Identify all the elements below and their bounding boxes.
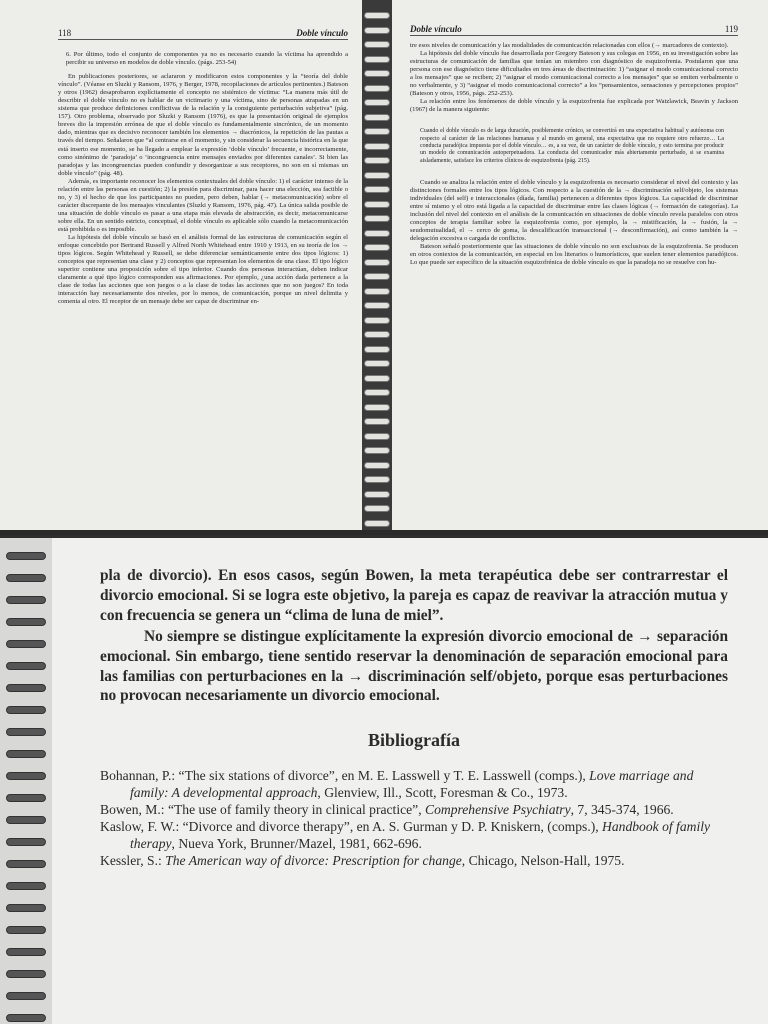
reference-details: , Chicago, Nelson-Hall, 1975. [461,853,625,869]
spiral-coil [364,186,390,193]
right-page [392,0,768,530]
reference-authors: Kaslow, F. W.: “Divorce and divorce therapy”, en A. S. Gurman y D. P. Kniskern, (comps.), [100,819,603,835]
spiral-coil [364,389,390,396]
spiral-coil [6,728,46,736]
numbered-item-6 [58,51,348,67]
spiral-coil [6,904,46,912]
spiral-coil [364,215,390,222]
reference-title: Love marriage and family: A developmental approach [130,768,694,801]
right-paragraph: Cuando se analiza la relación entre el doble vínculo y la esquizofrenia es necesario considerar el nivel del contexto y las distinciones formales entre los tipos lógicos. Con respecto a la cuestión de la → discriminación self/objeto, los sistemas individuales (del self) e interaccionales (díada, familia) pertenecen a diferentes tipos lógicos. La capacidad de discriminar entre sí mismo y el otro está ligada a la capacidad de discriminar entre las clases lógicas (→ formación de categorías). La inclusión del nivel del contexto en el análisis de la comunicación en situaciones de doble vínculo revela paralelos con otros conceptos de terapia familiar sobre la esquizofrenia como, por ejemplo, la → mistificación, la → fusión, la → seudomutualidad, el → cerco de goma, la descalificación transaccional (→ desconfirmación), así como también la → delegación excesiva o cargada de conflictos. [410,178,738,243]
spiral-coil [6,618,46,626]
spiral-coil [6,838,46,846]
spiral-coil [6,926,46,934]
spiral-coil [6,992,46,1000]
right-paragraph: La relación entre los fenómenos de doble vínculo y la esquizofrenia fue explicada por Watzlawick, Beavin y Jackson (1967) de la manera siguiente: [410,98,738,114]
spiral-coil [6,640,46,648]
spiral-coil [6,552,46,560]
spiral-coil [364,462,390,469]
reference-authors: Kessler, S.: [100,853,166,869]
spiral-coil [6,794,46,802]
spiral-coil [364,360,390,367]
spiral-coil [364,157,390,164]
running-title-right: Doble vínculo [410,24,462,34]
spiral-coil [364,491,390,498]
bibliography-entry [100,852,728,869]
right-page-header [410,24,738,36]
spiral-coil [364,418,390,425]
spiral-coil [364,288,390,295]
spiral-coil [364,143,390,150]
bibliography-list [100,767,728,869]
bottom-page-photo [0,538,768,1024]
reference-title: Handbook of family therapy [130,819,711,852]
reference-authors: Bowen, M.: “The use of family theory in clinical practice”, [100,802,426,818]
spiral-coil [6,882,46,890]
spiral-coil [6,596,46,604]
spiral-coil [6,574,46,582]
spiral-coil [364,128,390,135]
spiral-coil [364,404,390,411]
spiral-coil [6,772,46,780]
right-page-body-top [410,42,738,114]
right-page-body-bottom [410,179,738,268]
spiral-coil [364,201,390,208]
spiral-coil [6,684,46,692]
right-paragraph: Bateson señaló posteriormente que las situaciones de doble vínculo no son exclusivas de la esquizofrenia. Se producen en otros contextos de la comunicación, en especial en los literarios o humorísticos, que suelen tener elementos paradójicos. Lo que puede ser específico de la situación esquizofrénica de doble vínculo es que la paradoja no se resuelve con hu- [410,243,738,267]
reference-authors: Bohannan, P.: “The six stations of divorce”, en M. E. Lasswell y T. E. Lasswell (comps.), [100,768,590,784]
left-page-header [58,28,348,40]
spiral-coil [6,948,46,956]
bibliography-entry [100,801,728,818]
reference-title: The American way of divorce: Prescription for change [165,853,462,869]
left-paragraph: La hipótesis del doble vínculo se basó en el análisis formal de las estructuras de comunicación según el enfoque concebido por Bertrand Russell y Alfred North Whitehead entre 1910 y 1913, en su teoría de los → tipos lógicos. Según Whitehead y Russell, se debe diferenciar semánticamente entre dos tipos lógicos: 1) conceptos que representan una clase y 2) conceptos que representan los elementos de una clase. El tipo lógico superior contiene una proposición sobre el tipo inferior. Cuando dos personas interactúan, deben indicar claramente a qué tipo lógico corresponden sus afirmaciones. Por ejemplo, ¿una acción dada pertenece a la clase de todas las acciones que son juegos o a la clase de todas las acciones que no son juegos? En toda interacción hay necesariamente dos niveles, por lo menos, de comunicación, porque un nivel delimita y comenta al otro. El receptor de un mensaje debe ser capaz de discriminar en- [58,234,348,306]
spiral-coil [364,317,390,324]
spiral-coil [364,259,390,266]
spiral-coil [364,244,390,251]
left-page [0,0,362,530]
spiral-binding-left [0,538,52,1024]
spiral-coil [6,750,46,758]
spiral-coil [364,433,390,440]
spiral-coil [364,41,390,48]
spiral-coil [364,447,390,454]
reference-details: , Glenview, Ill., Scott, Foresman & Co., 1973. [317,785,568,801]
item6-text: 6. Por último, todo el conjunto de componentes ya no es necesario cuando la víctima ha aprendido a percibir su universo en modelos de doble vínculo. (págs. 253-54) [66,51,348,67]
spiral-coil [364,230,390,237]
spiral-coil [364,520,390,527]
bottom-paragraph-1: pla de divorcio). En esos casos, según Bowen, la meta terapéutica debe ser contrarrestar el divorcio emocional. Si se logra este objetivo, la pareja es capaz de reavivar la atracción mutua y con frecuencia se genera un “clima de luna de miel”. [100,567,728,624]
running-title-left: Doble vínculo [296,28,348,38]
bibliography-heading: Bibliografía [367,730,460,751]
bibliography-entry [100,767,728,801]
quote-text: Cuando el doble vínculo es de larga duración, posiblemente crónico, se convertirá en una expectativa habitual y autónoma con respecto al carácter de las relaciones humanas y al mundo en general, una expectativa que no requiere otro refuerzo… La conducta paradójica impuesta por el doble vínculo… es, a su vez, de un carácter de doble vínculo, y esto termina por producir un modelo de comunicación autoperpetuadora. La conducta del comunicador más abiertamente perturbado, si se examina aisladamente, satisface los criterios clínicos de esquizofrenia (pág. 215). [420,128,724,164]
left-paragraph: Además, es importante reconocer los elementos contextuales del doble vínculo: 1) el carácter intenso de la relación entre las personas en cuestión; 2) la presión para discriminar, para hacer una elección, sea factible o no, y 3) el hecho de que los participantes no pueden, pero deben, hablar (→ metacomunicación) sobre el carácter discrepante de los mensajes vinculantes (Sluzki y Ransom, 1976, pág. 47). La única salida posible de una situación de doble vínculo es pasar a una etapa más elevada de abstracción, es decir, metacomunicarse sobre ella. En un sentido estricto, conceptual, el doble vínculo es aplicable sólo cuando la metacomunicación está prohibida o es imposible. [58,177,348,233]
bottom-paragraph-2: No siempre se distingue explícitamente la expresión divorcio emocional de → separación emocional. Sin embargo, tiene sentido reservar la denominación de separación emocional para las familias con perturbaciones en la → discriminación self/objeto, porque esas perturbaciones no provocan necesariamente un divorcio emocional. [100,627,728,705]
spiral-coil [364,85,390,92]
reference-title: Comprehensive Psychiatry [425,802,571,818]
spiral-coil [6,816,46,824]
spiral-coil [364,302,390,309]
spiral-coil [364,70,390,77]
bottom-page-body [100,566,728,706]
spiral-coil [364,273,390,280]
spiral-coil [6,860,46,868]
spiral-coil [6,706,46,714]
block-quote [420,128,724,164]
right-paragraph: La hipótesis del doble vínculo fue desarrollada por Gregory Bateson y sus colegas en 1956, en su investigación sobre las estructuras de comunicación de familias que tenían un miembro con diagnóstico de esquizofrenia. Postularon que una persona con ese diagnóstico tiene dificultades en tres áreas de discriminación: 1) “asignar el modo comunicacional correcto a los mensajes” que se reciben; 2) “asignar el modo comunicacional correcto a los mensajes” que se emiten verbalmente o no verbalmente, y 3) “asignar el modo comunicacional correcto” a los “pensamientos, sensaciones y percepciones propios” (Bateson y otros, 1956, págs. 252-253). [410,50,738,98]
reference-details: , 7, 345-374, 1966. [570,802,674,818]
spiral-coil [364,505,390,512]
spiral-coil [364,346,390,353]
spiral-coil [364,99,390,106]
spiral-coil [364,12,390,19]
left-page-body [58,73,348,306]
spiral-coil [364,56,390,63]
spiral-coil [6,970,46,978]
spiral-coil [364,476,390,483]
spiral-coil [364,27,390,34]
spiral-coil [364,375,390,382]
reference-details: , Nueva York, Brunner/Mazel, 1981, 662-696. [171,836,422,852]
page-number-left: 118 [58,28,72,38]
bottom-page [52,538,768,1024]
spiral-coil [364,172,390,179]
left-paragraph: En publicaciones posteriores, se aclararon y modificaron estos componentes y la “teoría del doble vínculo”. (Véanse en Sluzki y Ransom, 1976, y Berger, 1978, recopilaciones de artículos pertinentes.) Bateson y otros (1962) desaprobaron explícitamente el concepto no sistémico de víctima: “La manera más útil de describir el doble vínculo no es hablar de un victimario y una víctima, sino de personas atrapadas en un sistema que produce definiciones conflictivas de la relación y la consiguiente perturbación subjetiva” (pág. 157). Otro problema, observado por Sluzki y Ransom (1976), es que la presentación original de ejemplos breves dio la impresión errónea de que el doble vínculo es fundamentalmente sincrónico, de un momento dado, mientras que es decisivo reconocer también los elementos → diacrónicos, la repetición de las pautas a través del tiempo. Señalaron que “al centrarse en el momento, y sin considerar la secuencia histórica en la que está inserto ese momento, se ha llegado a emplear la expresión ‘doble vínculo’ frecuente, e incorrectamente, como sinónimo de ‘paradoja’ o ‘incongruencia entre mensajes enviados por diferentes canales’. Si bien las paradojas y las incongruencias pueden confundir y desorganizar a sus receptores, no son en sí mismas un doble vínculo” (pág. 48). [58,73,348,177]
bibliography-entry [100,818,728,852]
spiral-binding-top [362,0,392,530]
spiral-coil [6,662,46,670]
right-paragraph: tre esos niveles de comunicación y las modalidades de comunicación relacionadas con ellos (→ marcadores de contexto). [410,42,729,49]
spiral-coil [364,331,390,338]
page-number-right: 119 [724,24,738,34]
spiral-coil [6,1014,46,1022]
spiral-coil [364,114,390,121]
